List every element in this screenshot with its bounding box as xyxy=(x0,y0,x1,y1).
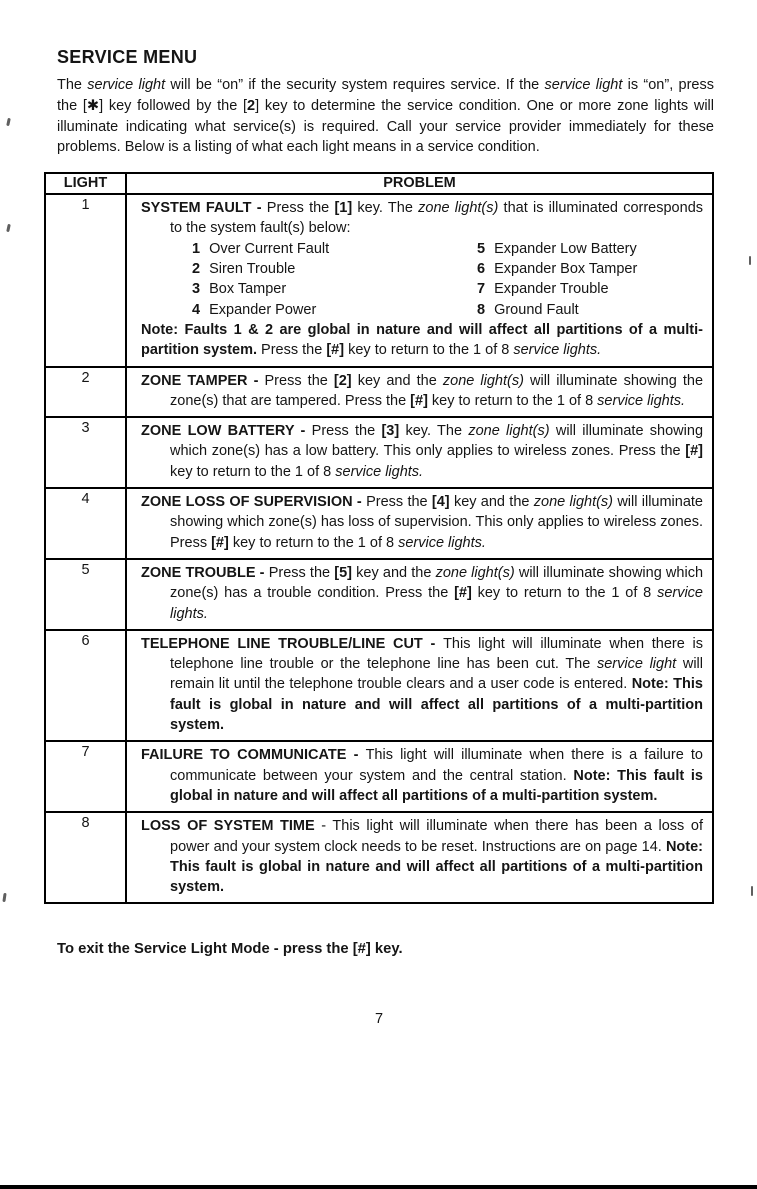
light-number: 5 xyxy=(46,560,127,629)
table-row xyxy=(46,629,712,740)
page-number: 7 xyxy=(374,1011,384,1028)
service-table-body xyxy=(46,195,712,902)
problem-text xyxy=(141,563,703,624)
problem-text xyxy=(141,634,703,735)
text-run: service light xyxy=(87,77,166,93)
text-run: Note: This fault is global in nature and will affect all partitions of a multi-partition system. xyxy=(170,676,703,734)
text-run: zone light(s) xyxy=(418,200,499,217)
text-run: key and the xyxy=(351,564,436,581)
light-number: 6 xyxy=(46,631,127,740)
text-run: Press the xyxy=(366,494,432,511)
text-run: ] key to determine the service condition. One or more zone lights will illuminate indicating what service(s) is required. Call your service provider immediately for these problems. Below is a listing of what each light means in a service condition. xyxy=(57,97,714,156)
problem-text xyxy=(141,492,703,553)
problem-cell xyxy=(127,742,712,811)
text-run: The xyxy=(57,77,88,93)
fault-item xyxy=(477,259,703,279)
text-run: service lights. xyxy=(398,534,486,551)
text-run: service lights. xyxy=(170,585,703,622)
fault-item xyxy=(192,279,477,299)
scan-artifact xyxy=(749,256,751,265)
problem-text xyxy=(141,816,703,897)
problem-cell xyxy=(127,489,712,558)
light-number: 7 xyxy=(46,742,127,811)
text-run: This light will illuminate when there is a failure to communicate between your system and the central station. xyxy=(170,747,703,784)
fault-item xyxy=(192,300,477,320)
text-run: [#] xyxy=(410,392,428,409)
problem-cell xyxy=(127,631,712,740)
fault-label: Expander Power xyxy=(209,301,317,318)
table-row xyxy=(46,558,712,629)
fault-item xyxy=(192,239,477,259)
problem-cell xyxy=(127,813,712,902)
table-header-row xyxy=(46,174,712,195)
text-run: [#] xyxy=(211,534,229,551)
table-row xyxy=(46,195,712,365)
text-run: service lights. xyxy=(513,342,602,359)
exit-instruction: To exit the Service Light Mode - press the [#] key. xyxy=(57,941,403,958)
text-run: [5] xyxy=(334,564,352,581)
light-number: 1 xyxy=(46,195,127,365)
text-run: LOSS OF SYSTEM TIME xyxy=(141,818,322,835)
text-run: Press the xyxy=(311,423,382,440)
fault-number: 6 xyxy=(477,261,486,278)
text-run: zone light(s) xyxy=(533,494,614,511)
problem-text xyxy=(141,745,703,806)
fault-label: Over Current Fault xyxy=(209,240,330,257)
problem-cell xyxy=(127,195,712,365)
table-row xyxy=(46,487,712,558)
text-run: key to return to the 1 of 8 xyxy=(170,463,336,480)
fault-item xyxy=(477,279,703,299)
fault-list xyxy=(192,239,703,320)
text-run: key and the xyxy=(449,494,534,511)
text-run: Note: This fault is global in nature and will affect all partitions of a multi-partition system. xyxy=(170,767,703,804)
text-run: Note: Faults 1 & 2 are global in nature and will affect all partitions of a multi-partition system. xyxy=(141,321,703,359)
fault-label: Siren Trouble xyxy=(209,261,296,278)
scan-artifact xyxy=(751,886,753,896)
text-run: ✱ xyxy=(86,97,100,114)
fault-number: 4 xyxy=(192,301,201,318)
text-run: will illuminate showing which zone(s) has a trouble condition. Press the xyxy=(170,564,704,602)
fault-label: Expander Box Tamper xyxy=(494,261,638,278)
fault-number: 2 xyxy=(192,261,201,278)
table-row xyxy=(46,740,712,811)
text-run: zone light(s) xyxy=(442,372,524,389)
text-run: key to return to the 1 of 8 xyxy=(427,392,598,409)
scan-edge xyxy=(0,1185,757,1189)
table-row xyxy=(46,811,712,902)
fault-label: Ground Fault xyxy=(494,301,579,318)
text-run: 2 xyxy=(247,97,256,114)
text-run: FAILURE TO COMMUNICATE - xyxy=(141,747,366,764)
text-run: will be “on” if the security system requires service. If the xyxy=(165,77,545,93)
fault-item xyxy=(477,300,703,320)
text-run: will illuminate showing which zone(s) has loss of supervision. This only applies to wireless zones. Press xyxy=(170,494,704,551)
fault-label: Expander Trouble xyxy=(494,281,609,298)
text-run: [#] xyxy=(326,342,345,359)
fault-number: 5 xyxy=(477,240,486,257)
problem-cell xyxy=(127,368,712,417)
problem-note xyxy=(141,320,703,361)
text-run: TELEPHONE LINE TROUBLE/LINE CUT - xyxy=(141,635,444,652)
problem-text xyxy=(141,421,703,482)
table-row xyxy=(46,416,712,487)
text-run: Press the xyxy=(268,564,335,581)
service-table xyxy=(44,172,714,904)
text-run: that is illuminated corresponds to the system fault(s) below: xyxy=(170,200,704,237)
light-number: 2 xyxy=(46,368,127,417)
text-run: This light will illuminate when there is telephone line trouble or the telephone line has been cut. The xyxy=(170,635,703,673)
problem-cell xyxy=(127,560,712,629)
text-run: [4] xyxy=(431,494,450,511)
table-row xyxy=(46,366,712,417)
text-run: zone light(s) xyxy=(435,564,515,581)
text-run: ZONE LOSS OF SUPERVISION - xyxy=(141,494,367,511)
fault-item xyxy=(192,259,477,279)
text-run: [#] xyxy=(685,443,703,460)
text-run: service lights. xyxy=(597,392,686,409)
fault-number: 8 xyxy=(477,301,486,318)
text-run: ZONE TAMPER - xyxy=(141,372,265,389)
light-number: 8 xyxy=(46,813,127,902)
text-run: SYSTEM FAULT - xyxy=(141,200,267,217)
text-run: ] key followed by the [ xyxy=(99,97,248,114)
text-run: will illuminate showing the zone(s) that are tampered. Press the xyxy=(170,372,704,409)
text-run: will remain lit until the telephone trouble clears and a user code is entered. xyxy=(170,656,703,693)
text-run: will illuminate showing which zone(s) has a low battery. This only applies to wireless zones. Press the xyxy=(170,423,704,460)
text-run: [#] xyxy=(454,585,472,602)
column-header-problem: PROBLEM xyxy=(383,175,456,192)
text-run: zone light(s) xyxy=(468,423,550,440)
fault-label: Expander Low Battery xyxy=(494,240,637,257)
text-run: [2] xyxy=(333,372,352,389)
text-run: service light xyxy=(544,77,623,93)
problem-cell xyxy=(127,418,712,487)
text-run: Press the xyxy=(257,342,327,359)
text-run: [3] xyxy=(381,423,400,440)
problem-text xyxy=(141,198,703,239)
text-run: key to return to the 1 of 8 xyxy=(471,585,658,602)
fault-item xyxy=(477,239,703,259)
text-run: key and the xyxy=(351,372,443,389)
light-number: 4 xyxy=(46,489,127,558)
text-run: key. The xyxy=(399,423,469,440)
text-run: service lights. xyxy=(335,463,424,480)
page-title: SERVICE MENU xyxy=(57,47,198,67)
text-run: key. The xyxy=(352,200,419,217)
text-run: key to return to the 1 of 8 xyxy=(228,534,399,551)
text-run: Press the xyxy=(266,200,335,217)
text-run: - This light will illuminate when there has been a loss of power and your system clock needs to be reset. Instructions are on page 14. xyxy=(170,818,703,855)
text-run: Note: This fault is global in nature and will affect all partitions of a multi-partition system. xyxy=(170,838,703,896)
fault-number: 1 xyxy=(192,240,201,257)
intro-paragraph xyxy=(57,75,714,158)
column-header-light: LIGHT xyxy=(46,174,127,193)
text-run: is “on”, press the [ xyxy=(57,77,714,114)
fault-number: 3 xyxy=(192,281,201,298)
text-run: ZONE TROUBLE - xyxy=(141,564,269,581)
light-number: 3 xyxy=(46,418,127,487)
text-run: service light xyxy=(596,656,677,673)
text-run: Press the xyxy=(264,372,334,389)
text-run: key to return to the 1 of 8 xyxy=(344,342,514,359)
fault-label: Box Tamper xyxy=(209,281,287,298)
text-run: [1] xyxy=(334,200,353,217)
text-run: ZONE LOW BATTERY - xyxy=(141,423,312,440)
problem-text xyxy=(141,371,703,412)
fault-number: 7 xyxy=(477,281,486,298)
